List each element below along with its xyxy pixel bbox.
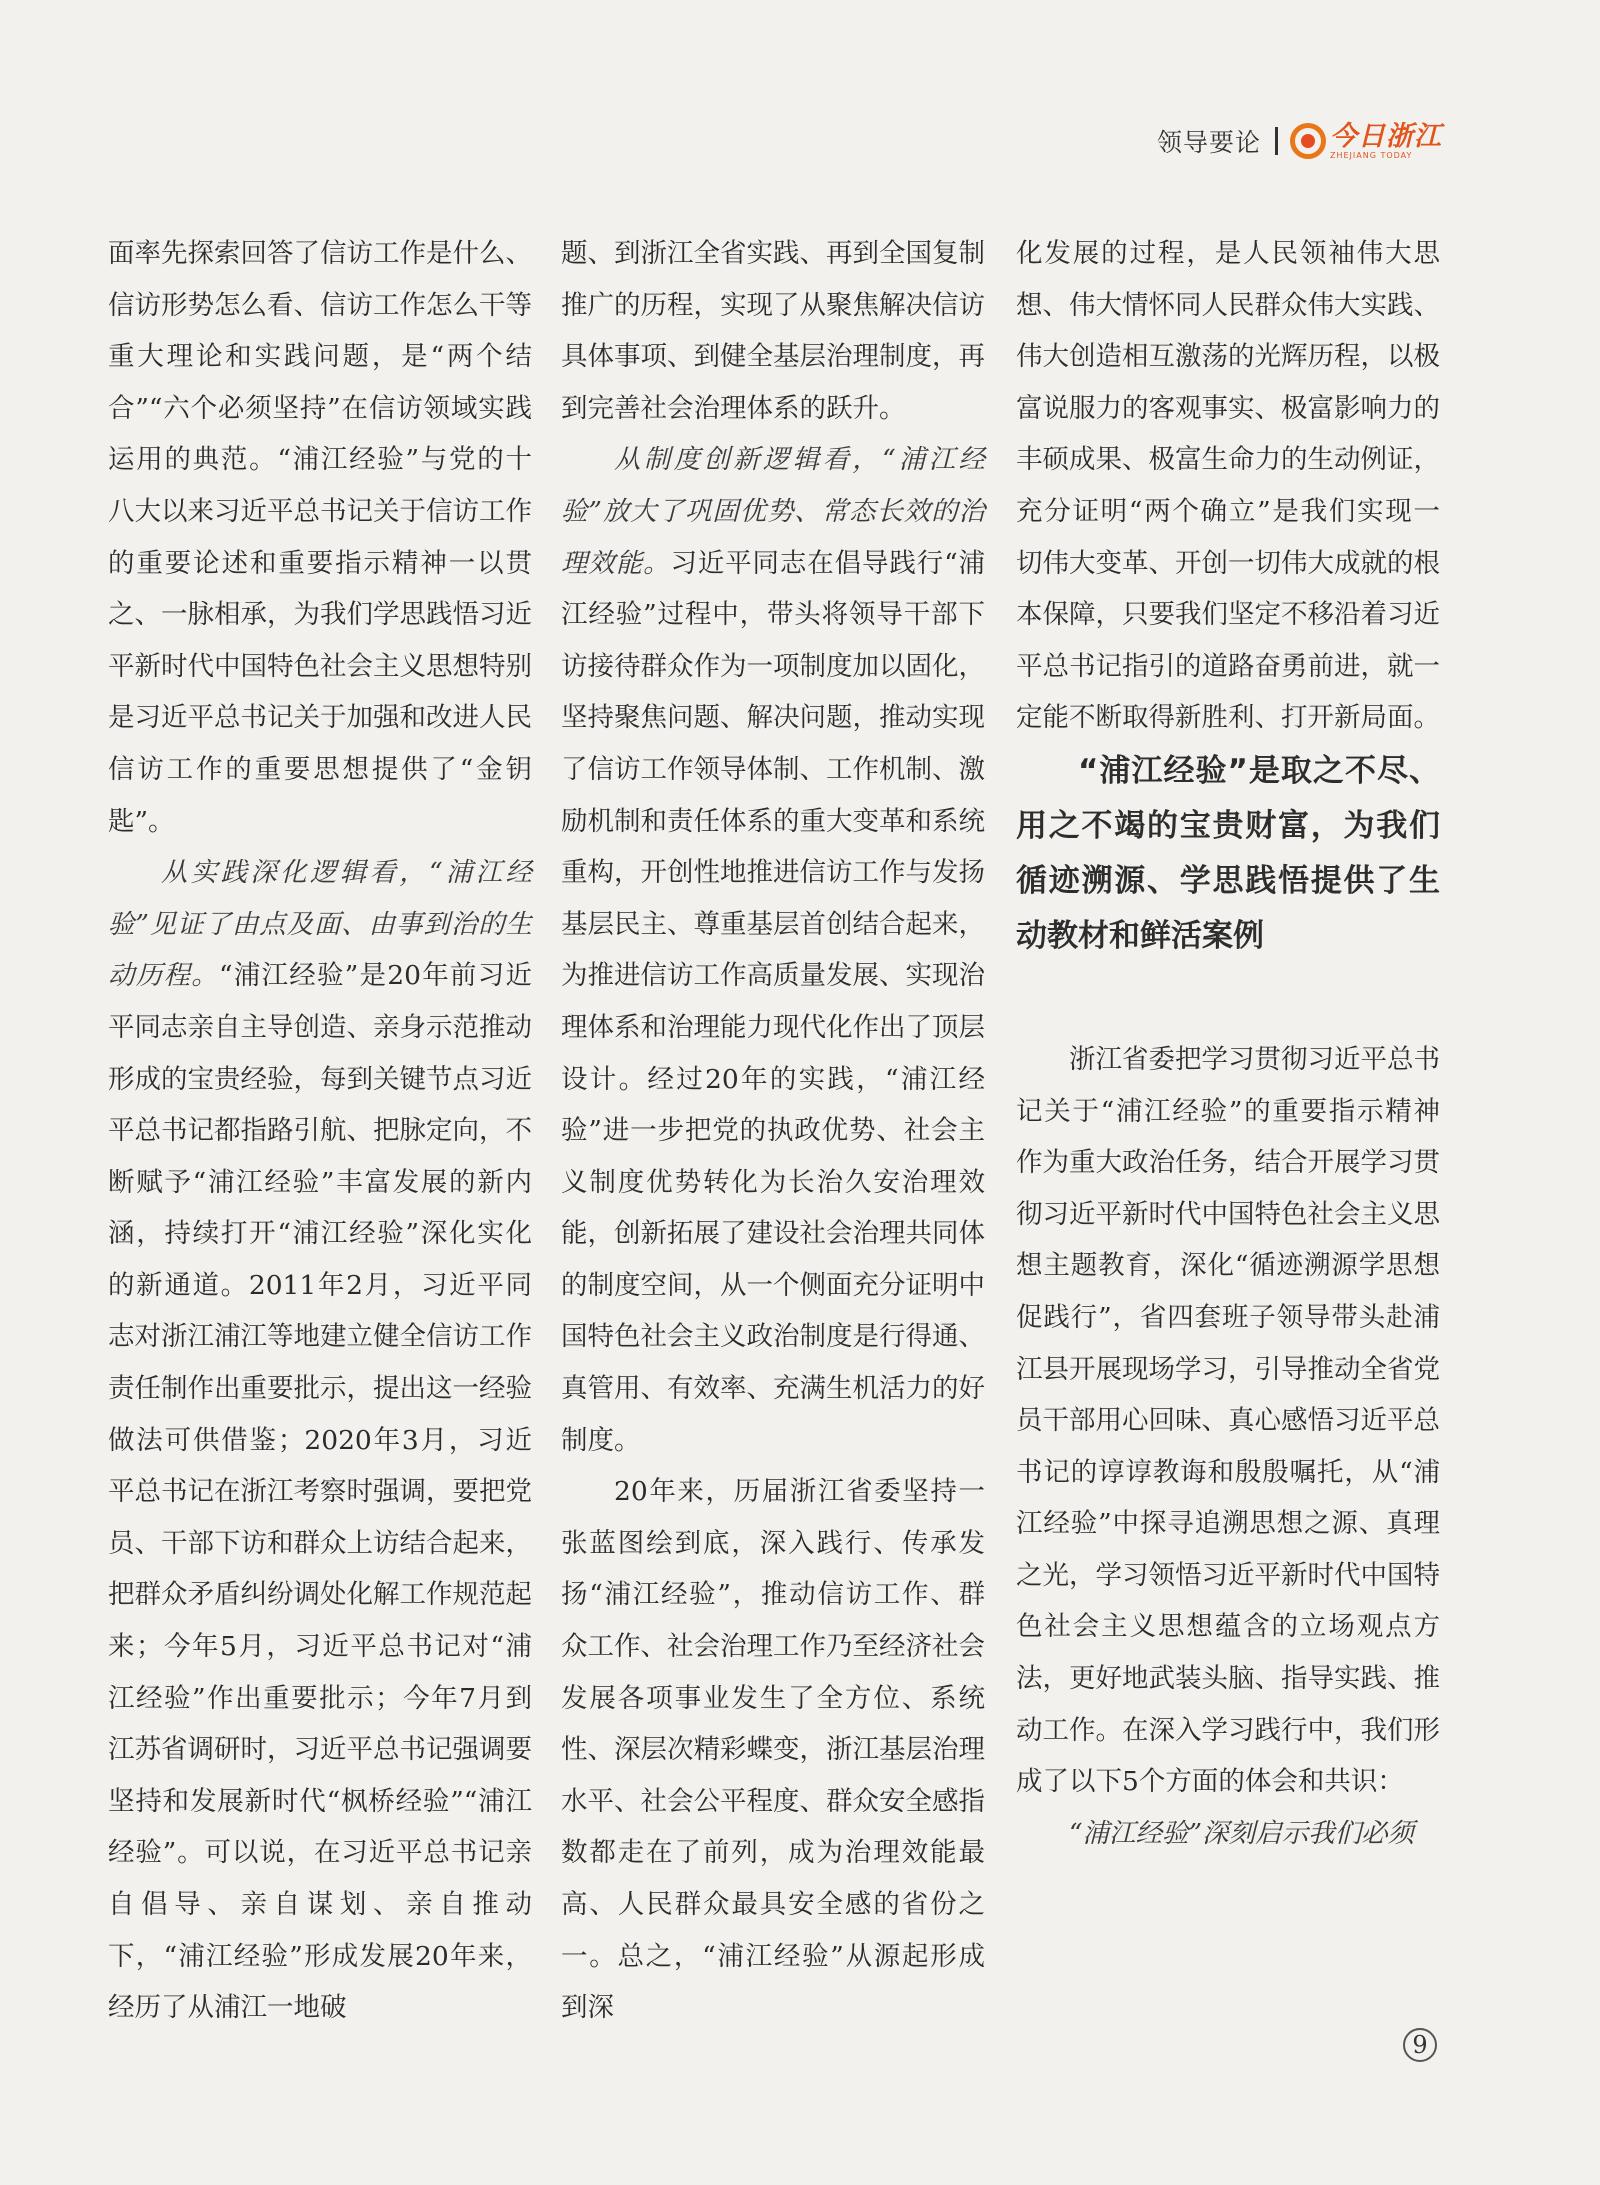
sun-logo-icon	[1290, 123, 1326, 159]
lead-sentence: 从实践深化逻辑看，“浦江经验”见证了由点及面、由事到治的生动历程。	[108, 857, 532, 992]
logo-english: ZHEJIANG TODAY	[1330, 150, 1413, 160]
lead-sentence: 从制度创新逻辑看，“浦江经验”放大了巩固优势、常态长效的治理效能。	[561, 444, 985, 579]
paragraph	[108, 847, 532, 2034]
paragraph-body: “浦江经验”是20年前习近平同志亲自主导创造、亲身示范推动形成的宝贵经验，每到关键节点习近平总书记都指路引航、把脉定向，不断赋予“浦江经验”丰富发展的新内涵，持续打开“浦江经验”深化实化的新通道。2011年2月，习近平同志对浙江浦江等地建立健全信访工作责任制作出重要批示，提出这一经验做法可供借鉴；2020年3月，习近平总书记在浙江考察时强调，要把党员、干部下访和群众上访结合起来，把群众矛盾纠纷调处化解工作规范起来；今年5月，习近平总书记对“浦江经验”作出重要批示；今年7月到江苏省调研时，习近平总书记强调要坚持和发展新时代“枫桥经验”“浦江经验”。可以说，在习近平总书记亲自倡导、亲自谋划、亲自推动下，“浦江经验”形成发展20年来，经历了从浦江一地破	[108, 960, 532, 2024]
column-2	[561, 228, 985, 2034]
paragraph: 化发展的过程，是人民领袖伟大思想、伟大情怀同人民群众伟大实践、伟大创造相互激荡的光辉历程，以极富说服力的客观事实、极富影响力的丰硕成果、极富生命力的生动例证，充分证明“两个确立”是我们实现一切伟大变革、开创一切伟大成就的根本保障，只要我们坚定不移沿着习近平总书记指引的道路奋勇前进，就一定能不断取得新胜利、打开新局面。	[1016, 238, 1440, 734]
paragraph: 题、到浙江全省实践、再到全国复制推广的历程，实现了从聚焦解决信访具体事项、到健全基层治理制度，再到完善社会治理体系的跃升。	[561, 238, 985, 424]
header-divider	[1275, 127, 1278, 155]
paragraph-body: 习近平同志在倡导践行“浦江经验”过程中，带头将领导干部下访接待群众作为一项制度加以固化，坚持聚焦问题、解决问题，推动实现了信访工作领导体制、工作机制、激励机制和责任体系的重大变革和系统重构，开创性地推进信访工作与发扬基层民主、尊重基层首创结合起来，为推进信访工作高质量发展、实现治理体系和治理能力现代化作出了顶层设计。经过20年的实践，“浦江经验”进一步把党的执政优势、社会主义制度优势转化为长治久安治理效能，创新拓展了建设社会治理共同体的制度空间，从一个侧面充分证明中国特色社会主义政治制度是行得通、真管用、有效率、充满生机活力的好制度。	[561, 547, 985, 1456]
page-number: 9	[1403, 2028, 1437, 2062]
logo-chinese: 今日浙江	[1330, 120, 1442, 152]
paragraph: 浙江省委把学习贯彻习近平总书记关于“浦江经验”的重要指示精神作为重大政治任务，结合开展学习贯彻习近平新时代中国特色社会主义思想主题教育，深化“循迹溯源学思想促践行”，省四套班子领导带头赴浦江县开展现场学习，引导推动全省党员干部用心回味、真心感悟习近平总书记的谆谆教诲和殷殷嘱托，从“浦江经验”中探寻追溯思想之源、真理之光，学习领悟习近平新时代中国特色社会主义思想蕴含的立场观点方法，更好地武装头脑、指导实践、推动工作。在深入学习践行中，我们形成了以下5个方面的体会和共识：	[1016, 1043, 1440, 1798]
magazine-logo	[1290, 120, 1442, 160]
paragraph: 20年来，历届浙江省委坚持一张蓝图绘到底，深入践行、传承发扬“浦江经验”，推动信访工作、群众工作、社会治理工作乃至经济社会发展各项事业发生了全方位、系统性、深层次精彩蝶变，浙江基层治理水平、社会公平程度、群众安全感指数都走在了前列，成为治理效能最高、人民群众最具安全感的省份之一。总之，“浦江经验”从源起形成到深	[561, 1476, 985, 2024]
paragraph	[561, 434, 985, 1466]
section-title: 领导要论	[1156, 128, 1261, 157]
column-3	[1016, 228, 1440, 1859]
paragraph: 面率先探索回答了信访工作是什么、信访形势怎么看、信访工作怎么干等重大理论和实践问题，是“两个结合”“六个必须坚持”在信访领域实践运用的典范。“浦江经验”与党的十八大以来习近平总书记关于信访工作的重要论述和重要指示精神一以贯之、一脉相承，为我们学思践悟习近平新时代中国特色社会主义思想特别是习近平总书记关于加强和改进人民信访工作的重要思想提供了“金钥匙”。	[108, 238, 532, 837]
section-subheading: “浦江经验”是取之不尽、用之不竭的宝贵财富，为我们循迹溯源、学思践悟提供了生动教材和鲜活案例	[1016, 752, 1440, 954]
page-header	[1157, 118, 1442, 164]
paragraph: “浦江经验”深刻启示我们必须	[1069, 1817, 1415, 1849]
column-1	[108, 228, 532, 2034]
